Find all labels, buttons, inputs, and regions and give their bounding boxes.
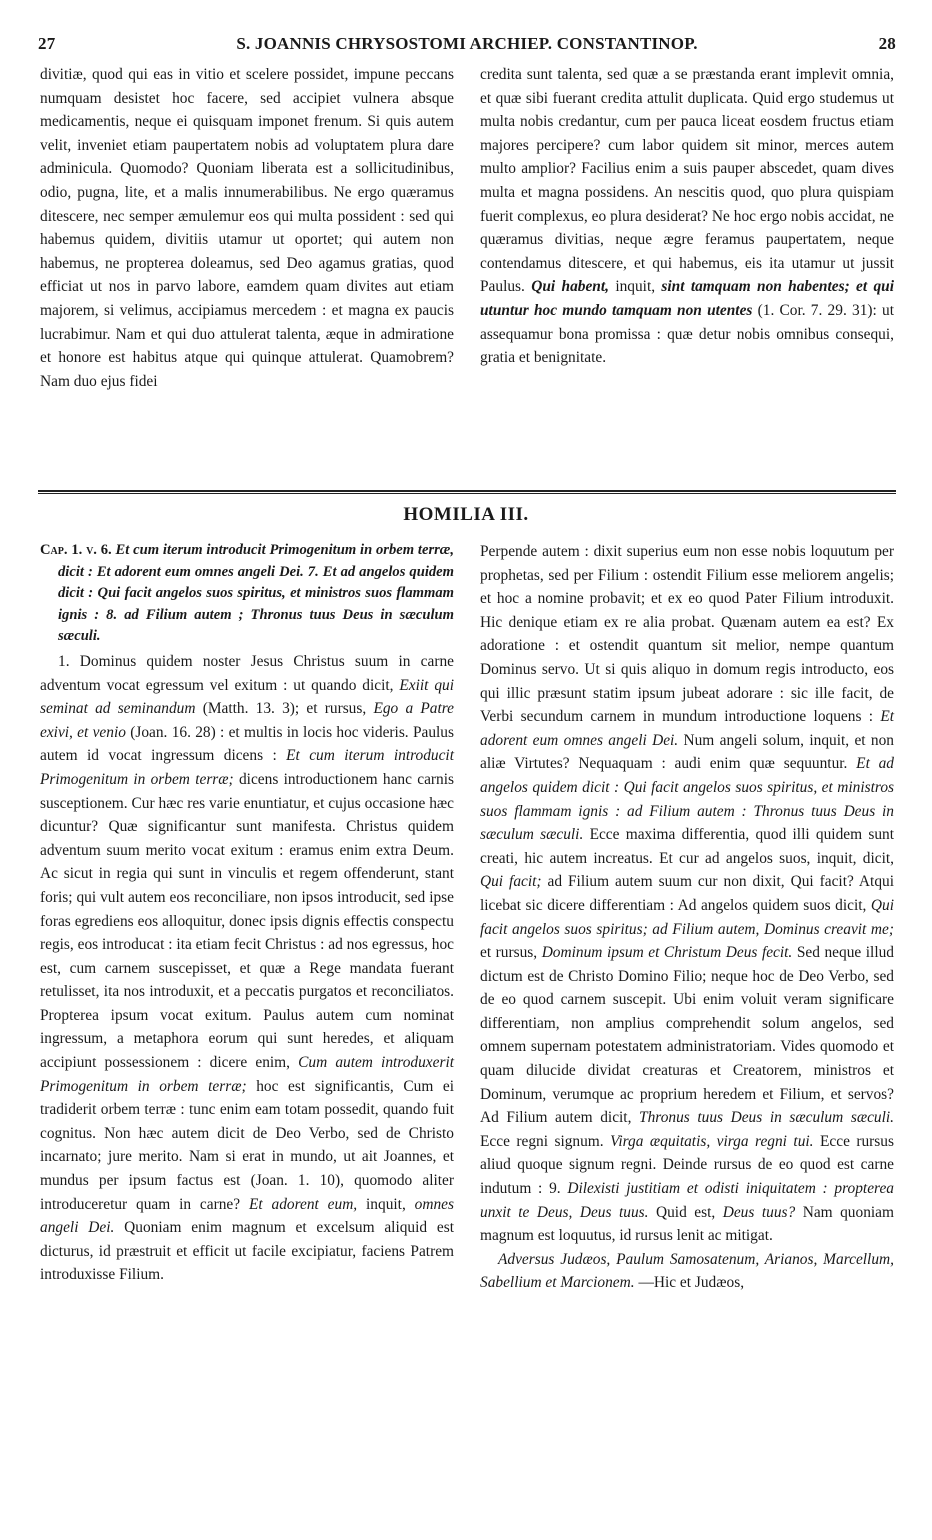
- text-span: Quoniam enim magnum et excelsum aliquid est dicturus, id præstruit et efficit ut facile excipiatur, faciens Patrem introduxisse Filium.: [40, 1219, 454, 1284]
- running-title: S. JOANNIS CHRYSOSTOMI ARCHIEP. CONSTANTINOP.: [236, 34, 698, 53]
- text-span: Ecce rursus aliud quoque signum regni. Deinde rursus de eo quod est carne indutum : 9.: [480, 1132, 894, 1198]
- column-left-top: [40, 63, 454, 393]
- text-span: Perpende autem : dixit superius eum non esse nobis loquutum per prophetas, sed per Filium : ostendit Filium esse meliorem angelis; et hoc a nomine probavit; et ex eo quod Pater Filium introduxit. Hic denique etiam ex re alia probat. Quænam autem ea est? Ex adoratione : et ostendit quantum sit melior, nempe quantum Dominus servo. Ut si quis aliquo in domum regis introducto, eos qui illic præsunt statim ipsum jubeat adorare : sic ille facit, de Verbi secundum carnem in mundum introductione loquens :: [480, 543, 894, 726]
- quotation: Thronus tuus Deus in sæculum sæculi.: [639, 1109, 895, 1127]
- text-span: 1. Dominus quidem noster Jesus Christus suum in carne adventum vocat egressum vel exitum : ut quando dicit,: [40, 652, 454, 694]
- text-span: inquit,: [615, 278, 656, 296]
- text-span: (Matth. 13. 3); et rursus,: [202, 700, 367, 718]
- text-span: et rursus,: [480, 944, 538, 962]
- running-head: [38, 34, 896, 60]
- homily-title: HOMILIA III.: [403, 504, 529, 525]
- quotation: Dominum ipsum et Christum Deus fecit.: [541, 944, 793, 962]
- text-span: Ecce regni signum.: [480, 1132, 604, 1150]
- quotation: Qui facit;: [480, 873, 542, 891]
- quotation: Exiit qui seminat ad seminandum: [40, 676, 454, 718]
- scripture-lemma: [40, 540, 454, 648]
- quotation: Qui habent,: [531, 278, 609, 296]
- paragraph: [480, 63, 894, 370]
- quotation: Virga æquitatis, virga regni tui.: [610, 1132, 814, 1150]
- text-span: Sed neque illud dictum est de Christo Domino Filio; neque hoc de Deo Verbo, sed de eo quod carnem suscepit. Ubi enim voluit veram significare differentiam, non amplius comprehendit solum angelos, sed omnem supernam potestatem administratoriam. Vides quomodo et quam dilucide dividat creaturas et Creatorem, ministros et Dominum, verumque ac proprium heredem et Filium, et servos? Ad Filium autem dicit,: [480, 944, 894, 1127]
- column-right-bottom: [480, 540, 894, 1295]
- text-span: (Joan. 16. 28) : et multis in locis hoc videris. Paulus autem id vocat ingressum dicens :: [40, 723, 454, 765]
- quotation: Qui facit angelos suos spiritus; ad Filium autem, Dominus creavit me;: [480, 896, 894, 938]
- quotation: Deus tuus?: [722, 1203, 796, 1221]
- text-span: Ecce maxima differentia, quod illi quidem sunt creati, hic autem increatus. Et cur ad angelos suos, inquit, dicit,: [480, 826, 894, 867]
- text-span: dicens introductionem hanc carnis susceptionem. Cur hæc res varie enuntiatur, et cujus occasione hæc dicuntur? Quæ significantur sunt manifesta. Christus quidem adventum suum merito vocat exitum : eramus enim extra Deum. Ac sicut in regia qui sunt in vinculis et regem offenderunt, stant foris; qui vult autem eos reconciliare, non ipsos introducit, sed ipse foras egrediens eos alloquitur, donec ipsis dignis effectis conspectu regis, eos introducat : ita etiam fecit Christus : ad nos egressus, hoc est, cum carnem suscepisset, et quæ a Rege mandata fuerant retulisset, ita nos introduxit, et a peccatis purgatos et reconciliatos. Propterea ipsum vocat exitum. Paulus autem cum nominat ingressum, a metaphora eorum qui sunt heredes, et aliquam accipiunt possessionem : dicere enim,: [40, 770, 454, 1072]
- quotation: sint tamquam non habentes; et qui utuntur hoc mundo tamquam non utentes: [480, 278, 894, 319]
- column-right-top: [480, 63, 894, 370]
- quotation: Et adorent eum,: [248, 1195, 358, 1213]
- lemma-text: Et cum iterum introducit Primogenitum in orbem terræ, dicit : Et adorent eum omnes angeli Dei. 7. Et ad angelos quidem dicit : Qui facit angelos suos spiritus, et ministros suos flammam ignis : 8. ad Filium autem ; Thronus tuus Deus in sæculum sæculi.: [58, 542, 454, 645]
- quotation: Et adorent eum omnes angeli Dei.: [480, 708, 894, 749]
- text-span: inquit,: [366, 1195, 406, 1213]
- quotation: Dilexisti justitiam et odisti iniquitatem : propterea unxit te Deus, Deus tuus.: [480, 1180, 894, 1221]
- text-span: ad Filium autem suum cur non dixit, Qui facit? Atqui licebat sic dicere differentiam : Ad angelos quidem suos dicit,: [480, 873, 894, 914]
- text-span: credita sunt talenta, sed quæ a se præstanda erant implevit omnia, et quæ sibi fuerant credita attulit duplicata. Quid ergo studemus ut multa nobis credantur, cum per pauca liceat eosdem fructus etiam majores percipere? cum labor quidem sit minor, merces autem multo amplior? Facilius enim a suis pauper abscedet, quam dives multa et magna possidens. An nescitis quod, quo plura quispiam fuerit complexus, eo plura desiderat? Ne hoc ergo nobis accidat, ne quæramus divitias, neque ægre feramus paupertatem, neque contendamus ditescere, et qui habemus, eis ita utamur ut jussit Paulus.: [480, 66, 894, 296]
- paragraph: [40, 650, 454, 1287]
- page-number-right: 28: [878, 34, 896, 53]
- quotation: Ego a Patre exivi, et venio: [40, 700, 454, 741]
- text-span: Quid est,: [655, 1203, 716, 1221]
- quotation: Et cum iterum introducit Primogenitum in orbem terræ;: [40, 747, 454, 788]
- paragraph: [480, 540, 894, 1248]
- text-span: (1. Cor. 7. 29. 31): ut assequamur bona promissa : quæ detur nobis omnibus consequi, gratia et benignitate.: [480, 301, 894, 367]
- chapter-reference: Cap. 1. v. 6.: [40, 542, 112, 558]
- quotation: omnes angeli Dei.: [40, 1195, 454, 1237]
- text-span: Nam quoniam magnum est loquutus, id rursus lenit ac mitigat.: [480, 1203, 894, 1245]
- page-number-left: 27: [38, 34, 56, 53]
- text-span: —Hic et Judæos,: [638, 1274, 745, 1292]
- quotation: Cum autem introduxerit Primogenitum in orbem terræ;: [40, 1054, 454, 1095]
- column-left-bottom: [40, 540, 454, 1287]
- text-span: Num angeli solum, inquit, et non aliæ Virtutes? Nequaquam : audi enim quæ sequuntur.: [480, 731, 894, 773]
- section-divider: [38, 490, 896, 494]
- paragraph: divitiæ, quod qui eas in vitio et scelere possidet, impune peccans numquam desistet hoc facere, sed accipiet vulnera absque medicamentis, neque ei quisquam imponet frenum. Si quis autem velit, inveniet etiam paupertatem nobis ad voluptatem plura dare adminicula. Quomodo? Quoniam liberata est a sollicitudinibus, odio, pugna, lite, et a malis innumerabilibus. Ne ergo quæramus ditescere, nec semper æmulemur eos qui multa possident : sed qui habemus quidem, divitiis utamur ut oportet; qui autem non habemus, ne propterea doleamus, sed Deo agamus gratias, quod efficiat ut nos in parvo labore, eamdem quam divites aut etiam majorem, si velimus, accipiamus mercedem : et magna ex paucis lucrabimur. Nam et qui duo attulerat talenta, æque in admiratione et honore est habitus atque qui quinque attulerat. Quamobrem? Nam duo ejus fidei: [40, 66, 454, 390]
- section-heading: Adversus Judæos, Paulum Samosatenum, Arianos, Marcellum, Sabellium et Marcionem.: [480, 1250, 894, 1292]
- quotation: Et ad angelos quidem dicit : Qui facit angelos suos spiritus, et ministros suos flammam ignis : ad Filium autem : Thronus tuus Deus in sæculum sæculi.: [480, 755, 894, 844]
- text-span: hoc est significantis, Cum ei tradiderit orbem terræ : tunc enim eam totam possedit, quando fuit cognitus. Non hæc autem dicit de Deo Verbo, sed de Christo incarnato; jure merito. Nam si erat in mundo, ut ait Joannes, et mundus per ipsum factus est (Joan. 1. 10), quomodo aliter introduceretur quam in carne?: [40, 1077, 454, 1213]
- paragraph: [480, 1248, 894, 1295]
